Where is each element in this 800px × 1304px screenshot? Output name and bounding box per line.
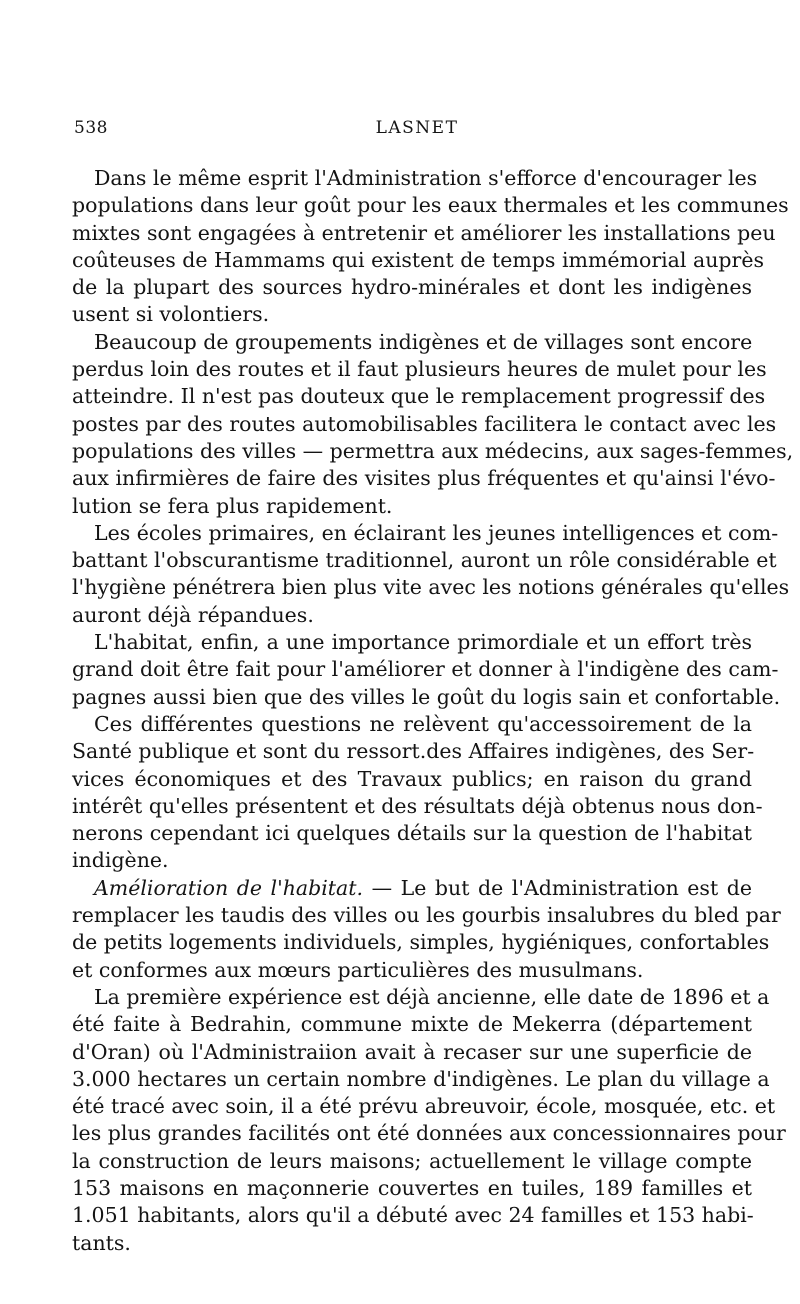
paragraph [72, 875, 781, 984]
text-line: de la plupart des sources hydro-minérales et dont les indigènes [72, 275, 752, 300]
text-line: et conformes aux mœurs particulières des musulmans. [72, 957, 644, 982]
text-line: de petits logements individuels, simples, hygiéniques, confortables [72, 930, 770, 955]
text-line: Les écoles primaires, en éclairant les jeunes intelligences et com- [94, 520, 779, 545]
text-line: atteindre. Il n'est pas douteux que le remplacement progressif des [72, 384, 766, 409]
text-line: populations des villes — permettra aux médecins, aux sages-femmes, [72, 438, 794, 463]
section-heading: Amélioration de l'habitat. [94, 875, 364, 900]
text-line: vices économiques et des Travaux publics; en raison du grand [72, 766, 752, 791]
text-fragment: — Le but de l'Administration est de [371, 875, 752, 900]
running-title: LASNET [375, 118, 459, 138]
text-line: perdus loin des routes et il faut plusieurs heures de mulet pour les [72, 357, 767, 382]
text-line: les plus grandes facilités ont été données aux concessionnaires pour [72, 1121, 786, 1146]
text-line: postes par des routes automobilisables facilitera le contact avec les [72, 411, 777, 436]
text-line: été tracé avec soin, il a été prévu abreuvoir, école, mosquée, etc. et [72, 1094, 776, 1119]
paragraph [72, 711, 763, 875]
text-line: lution se fera plus rapidement. [72, 493, 393, 518]
text-line: usent si volontiers. [72, 302, 270, 327]
text-line: aux infirmières de faire des visites plus fréquentes et qu'ainsi l'évo- [72, 466, 776, 491]
paragraph [72, 984, 786, 1257]
text-line: mixtes sont engagées à entretenir et améliorer les installations peu [72, 220, 776, 245]
text-line: intérêt qu'elles présentent et des résultats déjà obtenus nous don- [72, 793, 763, 818]
text-line [72, 875, 752, 902]
text-line: Dans le même esprit l'Administration s'efforce d'encourager les [94, 166, 758, 190]
text-line: indigène. [72, 848, 169, 873]
text-line: Santé publique et sont du ressort.des Affaires indigènes, des Ser- [72, 739, 755, 764]
text-line: L'habitat, enfin, a une importance primordiale et un effort très [94, 630, 752, 655]
body-text [72, 165, 794, 1257]
text-line: remplacer les taudis des villes ou les gourbis insalubres du bled par [72, 903, 781, 928]
text-line: coûteuses de Hammams qui existent de temps immémorial auprès [72, 247, 764, 272]
text-line: Ces différentes questions ne relèvent qu'accessoirement de la [94, 711, 752, 736]
text-line: été faite à Bedrahin, commune mixte de Mekerra (département [72, 1012, 752, 1037]
text-line: la construction de leurs maisons; actuellement le village compte [72, 1148, 752, 1173]
text-line: grand doit être fait pour l'améliorer et donner à l'indigène des cam- [72, 657, 779, 682]
paragraph [72, 329, 794, 520]
text-line: 3.000 hectares un certain nombre d'indigènes. Le plan du village a [72, 1066, 770, 1091]
page-number: 538 [74, 118, 108, 138]
paragraph [72, 629, 781, 711]
text-line: battant l'obscurantisme traditionnel, auront un rôle considérable et [72, 548, 777, 573]
page-header [72, 118, 752, 142]
paragraph [72, 520, 790, 629]
paragraph [72, 165, 789, 329]
text-line: auront déjà répandues. [72, 602, 314, 627]
text-line: La première expérience est déjà ancienne, elle date de 1896 et a [94, 984, 770, 1009]
text-line: 153 maisons en maçonnerie couvertes en tuiles, 189 familles et [72, 1175, 752, 1200]
text-line: d'Oran) où l'Administraiion avait à recaser sur une superficie de [72, 1039, 752, 1064]
text-line: Beaucoup de groupements indigènes et de villages sont encore [94, 329, 753, 354]
text-line: tants. [72, 1230, 131, 1255]
text-line: pagnes aussi bien que des villes le goût du logis sain et confortable. [72, 684, 781, 709]
text-line: 1.051 habitants, alors qu'il a débuté avec 24 familles et 153 habi- [72, 1203, 754, 1228]
text-line: nerons cependant ici quelques détails sur la question de l'habitat [72, 821, 752, 846]
text-line: l'hygiène pénétrera bien plus vite avec les notions générales qu'elles [72, 575, 790, 600]
text-line: populations dans leur goût pour les eaux thermales et les communes [72, 193, 789, 218]
